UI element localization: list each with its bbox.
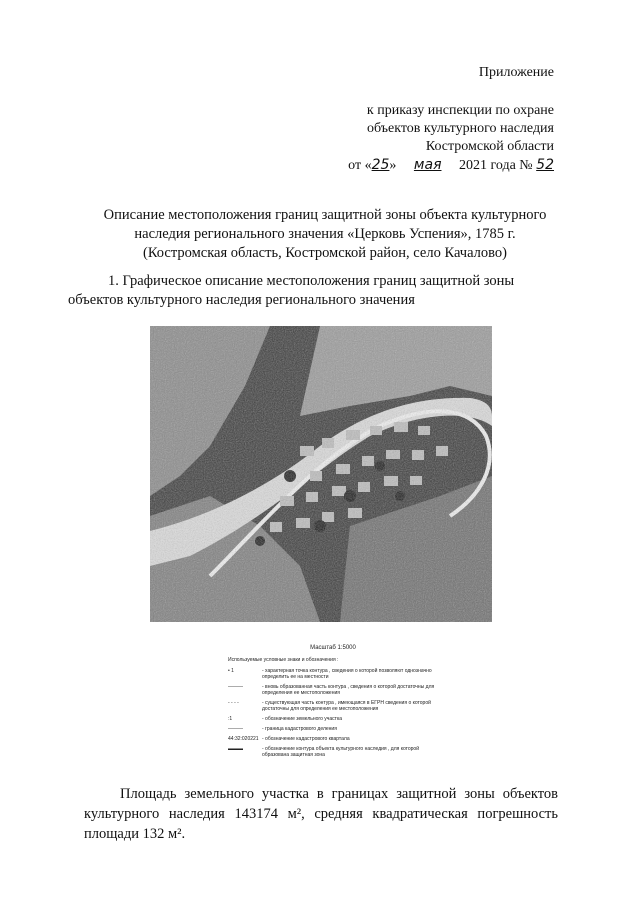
legend-heading: Используемые условные знаки и обозначения : [228, 657, 339, 663]
map-legend [228, 645, 438, 762]
legend-item [228, 684, 438, 696]
legend-symbol: :1 [228, 716, 233, 722]
legend-text: - обозначение контура объекта культурного наследия , для которой образована защитная зона [262, 746, 420, 758]
title-line-3: (Костромская область, Костромской район, село Качалово) [143, 245, 507, 261]
order-number: 52 [536, 157, 554, 173]
legend-text: - обозначение земельного участка [262, 716, 343, 722]
order-line-2: объектов культурного наследия [366, 121, 554, 136]
legend-text: - характерная точка контура , сведения о которой позволяют однозначно определить ее на местности [262, 668, 432, 680]
title-line-1: Описание местоположения границ защитной зоны объекта культурного [103, 207, 547, 223]
legend-text: - существующая часть контура , имеющаяся в ЕГРН сведения о которой достаточны для определения ее местоположения [262, 700, 431, 712]
date-prefix: от « [348, 158, 372, 173]
date-month: мая [413, 157, 442, 173]
legend-symbol: - - - - [228, 700, 239, 706]
area-text: Площадь земельного участка в границах защитной зоны объектов культурного наследия 143174 м², средняя квадратическая погрешность площади 132 м². [84, 786, 558, 842]
legend-scale: Масштаб 1:5000 [310, 645, 356, 651]
legend-item [228, 668, 438, 680]
legend-symbol: 44:32:020221 [228, 736, 259, 742]
legend-item [228, 746, 438, 758]
order-date-line [348, 156, 554, 175]
document-title [60, 206, 590, 263]
aerial-map [150, 326, 492, 622]
legend-symbol: ——— [228, 684, 243, 690]
area-paragraph [84, 784, 558, 844]
legend-symbol: ——— [228, 726, 243, 732]
section-1-line-1: 1. Графическое описание местоположения границ защитной зоны [108, 273, 515, 289]
legend-text: - граница кадастрового деления [262, 726, 337, 732]
legend-item [228, 736, 438, 742]
date-mid: » [389, 158, 397, 173]
legend-item [228, 726, 438, 732]
legend-item [228, 700, 438, 712]
appendix-label: Приложение [478, 65, 554, 80]
section-1-line-2: объектов культурного наследия регионального значения [68, 292, 415, 308]
aerial-map-image [150, 326, 492, 622]
legend-symbol: ▬▬▬ [228, 746, 243, 752]
date-year: 2021 года № [458, 158, 533, 173]
legend-item [228, 716, 438, 722]
order-line-1: к приказу инспекции по охране [366, 103, 554, 118]
title-line-2: наследия регионального значения «Церковь Успения», 1785 г. [134, 226, 516, 242]
section-1-heading [68, 272, 558, 310]
legend-symbol: • 1 [228, 668, 234, 674]
legend-text: - обозначение кадастрового квартала [262, 736, 350, 742]
order-line-3: Костромской области [425, 139, 554, 154]
legend-text: - вновь образованная часть контура , сведения о которой достаточны для определения ее местоположения [262, 684, 435, 696]
date-day: 25 [371, 157, 390, 173]
